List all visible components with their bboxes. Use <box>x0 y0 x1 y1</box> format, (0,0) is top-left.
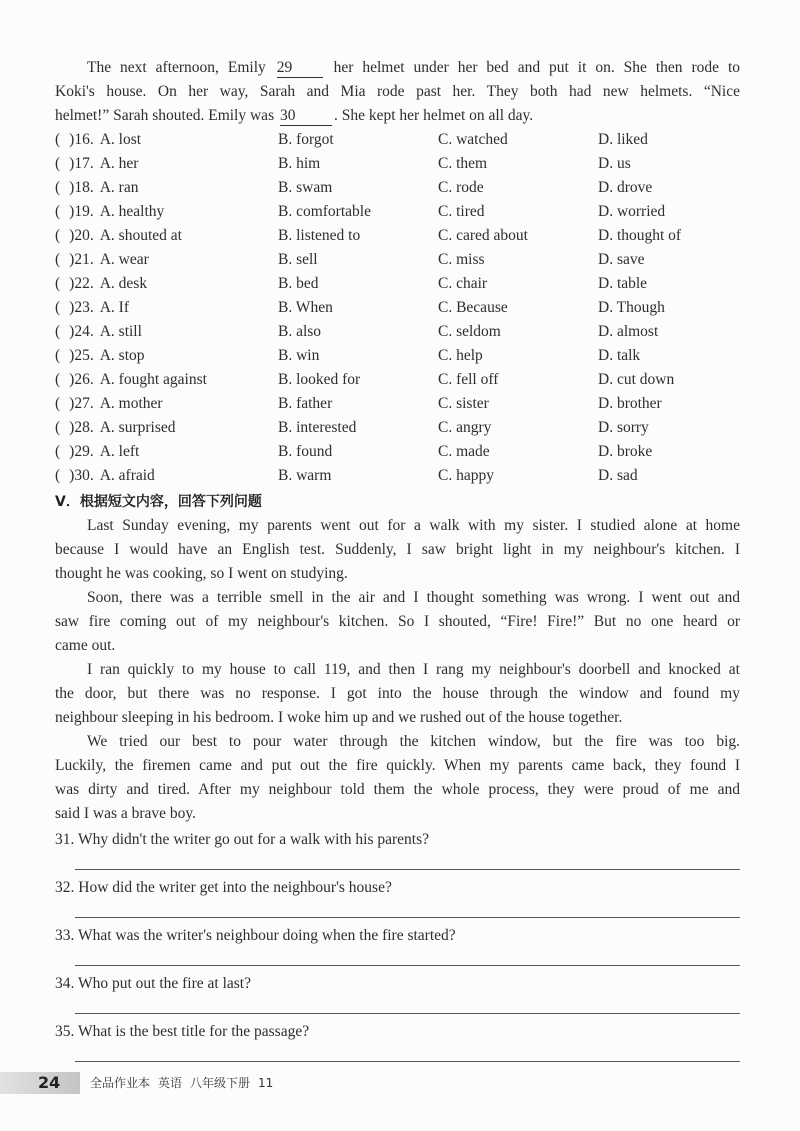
answer-bracket-close: ) <box>69 347 75 364</box>
passage-text: her helmet under her bed and put it on. She then rode to <box>324 59 741 76</box>
item-number: 30. <box>74 467 94 484</box>
paragraph-line: Soon, there was a terrible smell in the air and I thought something was wrong. I went out and <box>87 589 740 606</box>
option-b: B. listened to <box>278 227 361 244</box>
answer-bracket-open: ( <box>55 323 61 340</box>
paragraph-1 <box>55 514 740 586</box>
option-d: D. Though <box>598 299 665 316</box>
answer-bracket-close: ) <box>69 371 75 388</box>
option-row-24 <box>55 320 740 344</box>
answer-bracket-open: ( <box>55 227 61 244</box>
answer-bracket-open: ( <box>55 203 61 220</box>
option-c: C. help <box>438 347 483 364</box>
paragraph-line: neighbour sleeping in his bedroom. I woke him up and we rushed out of the house together. <box>55 709 623 726</box>
option-b: B. forgot <box>278 131 334 148</box>
item-number: 22. <box>74 275 94 292</box>
option-a-cell <box>55 392 163 416</box>
option-b: B. When <box>278 299 333 316</box>
answer-bracket-open: ( <box>55 395 61 412</box>
paragraph-line: Luckily, the firemen came and put out the fire quickly. When my parents came back, they found I <box>55 757 740 774</box>
answer-bracket-close: ) <box>69 275 75 292</box>
item-number: 16. <box>74 131 94 148</box>
option-b: B. looked for <box>278 371 361 388</box>
option-d: D. brother <box>598 395 662 412</box>
option-b: B. found <box>278 443 333 460</box>
question-31: 31. Why didn't the writer go out for a walk with his parents? <box>55 831 429 848</box>
question-33: 33. What was the writer's neighbour doing when the fire started? <box>55 927 456 944</box>
option-row-28 <box>55 416 740 440</box>
option-a: A. lost <box>99 131 142 148</box>
paragraph-line: We tried our best to pour water through the kitchen window, but the fire was too big. <box>87 733 740 750</box>
answer-bracket-open: ( <box>55 155 61 172</box>
passage-line-2: Koki's house. On her way, Sarah and Mia rode past her. They both had new helmets. “Nice <box>55 83 740 100</box>
option-d: D. almost <box>598 323 659 340</box>
option-a: A. stop <box>99 347 145 364</box>
answer-bracket-close: ) <box>69 251 75 268</box>
page-number: 24 <box>38 1073 61 1092</box>
option-a-cell <box>55 368 207 392</box>
option-a: A. still <box>99 323 142 340</box>
option-a-cell <box>55 320 142 344</box>
paragraph-line: I ran quickly to my house to call 119, and then I rang my neighbour's doorbell and knocked at <box>87 661 740 678</box>
option-c: C. fell off <box>438 371 499 388</box>
paragraph-line: saw fire coming out of my neighbour's kitchen. So I shouted, “Fire! Fire!” But no one heard or <box>55 613 740 630</box>
answer-bracket-open: ( <box>55 251 61 268</box>
option-c: C. happy <box>438 467 494 484</box>
item-number: 27. <box>74 395 94 412</box>
option-a-cell <box>55 152 138 176</box>
option-a: A. afraid <box>99 467 155 484</box>
answer-bracket-close: ) <box>69 323 75 340</box>
option-a-cell <box>55 416 176 440</box>
option-d: D. talk <box>598 347 641 364</box>
option-b: B. comfortable <box>278 203 371 220</box>
option-d: D. sorry <box>598 419 649 436</box>
option-d: D. us <box>598 155 631 172</box>
answer-bracket-open: ( <box>55 371 61 388</box>
option-b: B. win <box>278 347 320 364</box>
option-row-22 <box>55 272 740 296</box>
option-row-20 <box>55 224 740 248</box>
option-c: C. angry <box>438 419 492 436</box>
answer-bracket-open: ( <box>55 131 61 148</box>
option-d: D. liked <box>598 131 648 148</box>
item-number: 29. <box>74 443 94 460</box>
option-a: A. desk <box>99 275 148 292</box>
passage-text: . She kept her helmet on all day. <box>333 107 534 124</box>
item-number: 21. <box>74 251 94 268</box>
item-number: 19. <box>74 203 94 220</box>
answer-bracket-close: ) <box>69 155 75 172</box>
option-b: B. warm <box>278 467 332 484</box>
answer-bracket-close: ) <box>69 179 75 196</box>
option-b: B. interested <box>278 419 357 436</box>
answer-line-31 <box>75 852 740 870</box>
option-row-18 <box>55 176 740 200</box>
option-c: C. cared about <box>438 227 528 244</box>
blank-30: 30 <box>280 107 332 126</box>
option-row-19 <box>55 200 740 224</box>
option-a-cell <box>55 200 164 224</box>
option-row-21 <box>55 248 740 272</box>
passage-line-3 <box>55 104 740 128</box>
option-a: A. her <box>99 155 139 172</box>
option-a: A. shouted at <box>99 227 182 244</box>
cloze-options <box>55 128 740 488</box>
option-a-cell <box>55 176 138 200</box>
option-c: C. made <box>438 443 490 460</box>
page-footer <box>0 1072 800 1094</box>
option-c: C. watched <box>438 131 508 148</box>
answer-bracket-open: ( <box>55 347 61 364</box>
book-title: 全品作业本 <box>90 1076 151 1090</box>
paragraph-line: because I would have an English test. Suddenly, I saw bright light in my neighbour's kitchen. I <box>55 541 740 558</box>
option-a-cell <box>55 224 182 248</box>
paragraph-line: the door, but there was no response. I got into the house through the window and found my <box>55 685 740 702</box>
answer-line-32 <box>75 900 740 918</box>
option-d: D. thought of <box>598 227 682 244</box>
answer-bracket-close: ) <box>69 131 75 148</box>
answer-bracket-close: ) <box>69 419 75 436</box>
paragraph-line: said I was a brave boy. <box>55 805 197 822</box>
question-34: 34. Who put out the fire at last? <box>55 975 251 992</box>
paragraph-4 <box>55 730 740 826</box>
option-a-cell <box>55 128 141 152</box>
option-row-30 <box>55 464 740 488</box>
option-a: A. healthy <box>99 203 165 220</box>
option-b: B. also <box>278 323 322 340</box>
option-b: B. bed <box>278 275 319 292</box>
option-a: A. surprised <box>99 419 176 436</box>
passage-text: The next afternoon, Emily <box>87 59 275 76</box>
option-row-26 <box>55 368 740 392</box>
paragraph-line: thought he was cooking, so I went on studying. <box>55 565 348 582</box>
section-heading: Ⅴ．根据短文内容，回答下列问题 <box>55 494 262 510</box>
option-row-25 <box>55 344 740 368</box>
option-d: D. worried <box>598 203 666 220</box>
option-c: C. chair <box>438 275 488 292</box>
option-c: C. seldom <box>438 323 501 340</box>
item-number: 17. <box>74 155 94 172</box>
answer-bracket-open: ( <box>55 443 61 460</box>
page-content <box>55 56 740 1068</box>
answer-bracket-open: ( <box>55 179 61 196</box>
answer-bracket-close: ) <box>69 299 75 316</box>
option-a-cell <box>55 296 129 320</box>
cloze-passage <box>55 56 740 128</box>
option-c: C. rode <box>438 179 484 196</box>
answer-bracket-open: ( <box>55 467 61 484</box>
option-row-16 <box>55 128 740 152</box>
answer-bracket-open: ( <box>55 299 61 316</box>
option-row-23 <box>55 296 740 320</box>
answer-bracket-open: ( <box>55 419 61 436</box>
answer-bracket-open: ( <box>55 275 61 292</box>
item-number: 20. <box>74 227 94 244</box>
option-row-29 <box>55 440 740 464</box>
option-a-cell <box>55 464 155 488</box>
option-a: A. mother <box>99 395 163 412</box>
passage-line-1 <box>55 56 740 80</box>
answer-line-35 <box>75 1044 740 1062</box>
option-d: D. save <box>598 251 645 268</box>
answer-bracket-close: ) <box>69 227 75 244</box>
question-35: 35. What is the best title for the passage? <box>55 1023 310 1040</box>
item-number: 18. <box>74 179 94 196</box>
option-a: A. ran <box>99 179 139 196</box>
option-b: B. him <box>278 155 321 172</box>
paragraph-line: was dirty and tired. After my neighbour told them the whole process, they were proud of me and <box>55 781 740 798</box>
book-grade: 八年级下册 <box>190 1076 251 1090</box>
passage-text: helmet!” Sarah shouted. Emily was <box>55 107 278 124</box>
item-number: 25. <box>74 347 94 364</box>
question-32: 32. How did the writer get into the neighbour's house? <box>55 879 392 896</box>
option-a: A. left <box>99 443 140 460</box>
option-d: D. table <box>598 275 648 292</box>
reading-passage <box>55 514 740 826</box>
option-a-cell <box>55 344 145 368</box>
option-a-cell <box>55 248 149 272</box>
question-list <box>55 828 740 1062</box>
item-number: 23. <box>74 299 94 316</box>
paragraph-line: Last Sunday evening, my parents went out for a walk with my sister. I studied alone at home <box>87 517 740 534</box>
option-b: B. sell <box>278 251 318 268</box>
option-b: B. father <box>278 395 333 412</box>
option-d: D. cut down <box>598 371 675 388</box>
option-c: C. sister <box>438 395 489 412</box>
option-d: D. broke <box>598 443 653 460</box>
option-a: A. fought against <box>99 371 207 388</box>
paragraph-line: came out. <box>55 637 116 654</box>
item-number: 26. <box>74 371 94 388</box>
option-d: D. sad <box>598 467 638 484</box>
option-c: C. them <box>438 155 488 172</box>
option-row-17 <box>55 152 740 176</box>
book-code: 11 <box>258 1076 274 1090</box>
paragraph-3 <box>55 658 740 730</box>
answer-bracket-close: ) <box>69 395 75 412</box>
option-d: D. drove <box>598 179 653 196</box>
answer-bracket-close: ) <box>69 443 75 460</box>
option-row-27 <box>55 392 740 416</box>
answer-bracket-close: ) <box>69 467 75 484</box>
option-a: A. wear <box>99 251 149 268</box>
item-number: 24. <box>74 323 94 340</box>
footer-book-info <box>90 1072 281 1094</box>
option-c: C. Because <box>438 299 508 316</box>
answer-line-34 <box>75 996 740 1014</box>
item-number: 28. <box>74 419 94 436</box>
book-subject: 英语 <box>158 1076 183 1090</box>
option-a-cell <box>55 440 139 464</box>
option-c: C. miss <box>438 251 485 268</box>
option-a: A. If <box>99 299 129 316</box>
option-b: B. swam <box>278 179 333 196</box>
answer-bracket-close: ) <box>69 203 75 220</box>
blank-29: 29 <box>277 59 323 78</box>
option-c: C. tired <box>438 203 485 220</box>
option-a-cell <box>55 272 147 296</box>
answer-line-33 <box>75 948 740 966</box>
paragraph-2 <box>55 586 740 658</box>
